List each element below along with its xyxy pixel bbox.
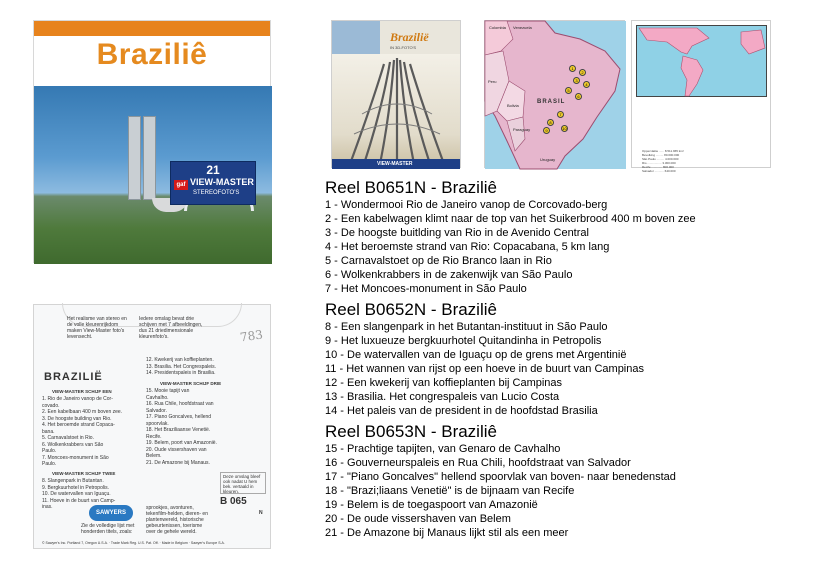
map-marker: 8 [547,119,554,126]
back-title: BRAZILIË [44,371,103,383]
list-item: 9. Bergkuurhotel in Petropolis. [42,484,109,491]
reel-block-1 [325,178,805,296]
front-cover [33,20,271,263]
reel-title: Reel B0651N - Braziliê [325,178,497,197]
map-marker: 3 [573,77,580,84]
cover-orange-band [34,21,270,36]
reel-item: 21 - De Amazone bij Manaus lijkt stil als een meer [325,527,569,539]
list-item: 12. Kwekerij van koffieplanten. [146,357,214,363]
cathedral-drawing [332,54,462,169]
list-item: 18. Het Braziliaanse Venetië. [146,427,211,433]
reel-item: 19 - Belem is de toegaspoort van Amazonië [325,499,538,511]
reel-item: 6 - Wolkenkrabbers in de zakenwijk van São Paulo [325,269,573,281]
list-item: 8. Slangenpark in Butantan. [42,478,104,484]
cover-title: Braziliê [96,38,208,71]
map-marker: 1 [569,65,576,72]
reel-item: 11 - Het wannen van rijst op een hoeve in de buurt van Campinas [325,363,644,375]
list-item: Cavhalho. [146,394,169,401]
stat-line: Rio ................. 3.300.000 [642,161,676,165]
world-map-box [636,25,767,97]
reel-item: 4 - Het beroemste strand van Rio: Copacabana, 5 km lang [325,241,610,253]
gaf-logo: gaf [174,180,188,190]
thumb-cover-photo [332,54,460,169]
reel-item: 13 - Brasilia. Het congrespaleis van Lucio Costa [325,391,560,403]
thumb-cover-title: Brazilië [390,30,429,44]
list-item: 1. Rio de Janeiro vanop de Cor- [42,396,113,402]
thumb-cover-subtitle: IN 3D-FOTO'S [390,45,417,50]
reel-item: 8 - Een slangenpark in het Butantan-instituut in São Paulo [325,321,608,333]
reel-item: 18 - "Brazi;liaans Venetië" is de bijnaam van Recife [325,485,575,497]
map-label: Bolivia [507,103,519,108]
map-label: Venezuela [513,25,532,30]
reel3-header: VIEW-MASTER SCHIJF DRIE [160,381,222,386]
map-land-drawing [485,21,626,169]
list-item: 13. Brasilia. Het Congrespaleis. [146,363,217,370]
list-item: Recife. [146,433,162,440]
map-label: Peru [488,79,497,84]
list-item: 21. De Amazone bij Manaus. [146,459,210,466]
reel-title: Reel B0653N - Braziliê [325,422,497,441]
reel-item: 20 - De oude vissershaven van Belem [325,513,511,525]
sawyers-logo: SAWYERS [89,505,133,521]
stat-line: Oppervlakte ...... 8.511.965 km² [642,149,684,153]
product-code: B 065 [220,496,247,507]
reel-item: 17 - "Piano Goncalves" hellend spoorvlak van boven- naar benedenstad [325,471,676,483]
reel-block-2 [325,300,805,418]
back-bottom-left-text: Zie de volledige lijst met honderden titels, zoals: [81,523,135,535]
list-item: 6. Wolkenkrabbers van São [42,441,104,448]
list-item: 5. Carnavalstoet in Rio. [42,435,94,441]
list-item: 11. Hoeve in de buurt van Camp- [42,497,116,504]
list-item: 10. De watervallen van Iguaçu. [42,491,111,497]
stat-line: Salvador ........... 640.000 [642,169,676,173]
thumb-cover-blue-block [332,21,380,54]
list-item: 16. Rua Chile, hoofdstraat van [146,401,214,407]
back-note-right: Iedere omslag bevat drie schijven met 7 afbeeldingen, dus 21 driedimensionale kleurenfoto's. [139,316,203,340]
map-marker: 2 [579,69,586,76]
reel-item: 14 - Het paleis van de president in de hoofdstad Brasilia [325,405,598,417]
col2-list [146,357,216,377]
map-label: Colombia [489,25,506,30]
badge-sub: STEREOFOTO'S [193,190,240,196]
reel-item: 10 - De watervallen van de Iguaçu op de grens met Argentinië [325,349,627,361]
list-item: 7. Moncoes-monument in São [42,454,109,461]
stat-line: São Paulo ......... 4.000.000 [642,157,679,161]
list-item: inas. [42,504,53,510]
list-item: 20. Oude vissershaven van [146,446,207,453]
reel-lists [325,178,805,544]
map-label: Paraguay [513,127,531,132]
list-item: Paulo. [42,448,57,454]
view-master-badge [170,161,256,205]
list-item: 2. Een kabelbaan 400 m boven zee. [42,409,123,415]
list-item: bana. [42,428,55,435]
reel-item: 12 - Een kwekerij van koffieplanten bij Campinas [325,377,563,389]
thumb-cover-strip: VIEW-MASTER [332,159,460,169]
congress-tower-left [128,116,141,200]
list-item: 17. Piano Goncalves, hellend [146,414,212,420]
list-item: covado. [42,402,60,409]
list-item: 15. Mooie tapijt van [146,388,190,394]
reel-item: 9 - Het luxueuze bergkuurhotel Quitandinha in Petropolis [325,335,602,347]
map-label: Uruguay [540,157,556,162]
handwritten-number: 783 [239,327,264,345]
map-marker: 4 [583,81,590,88]
back-cover [33,304,271,549]
reel-block-3 [325,422,805,540]
product-code-suffix: N [259,510,263,516]
badge-brand: VIEW-MASTER [190,177,254,187]
stat-line: Recife ............. 800.000 [642,165,674,169]
reel-item: 2 - Een kabelwagen klimt naar de top van het Suikerbrood 400 m boven zee [325,213,696,225]
country-stats [642,149,684,173]
list-item: Salvador. [146,407,167,414]
reel-item: 1 - Wondermooi Rio de Janeiro vanop de Corcovado-berg [325,199,608,211]
map-country-label: BRASIL [537,99,566,105]
map-marker: 5 [565,87,572,94]
reel-title: Reel B0652N - Braziliê [325,300,497,319]
list-item: 3. De hoogste building van Rio. [42,415,112,422]
reel1-list [42,396,122,468]
reel2-header: VIEW-MASTER SCHIJF TWEE [52,471,116,476]
reel1-header: VIEW-MASTER SCHIJF EEN [52,389,112,394]
map-marker: 10 [562,126,567,131]
reel-item: 3 - De hoogste buitlding van Rio in de Avenido Central [325,227,589,239]
reel3-list [146,388,217,466]
fine-print: © Sawyer's Inc. Portland 7, Oregon U.S.A. · Trade Mark Reg. U.S. Pat. Off. · Made in Belgium · Sawyer's Europe S.A. [42,541,225,545]
reel-item: 7 - Het Moncoes-monument in São Paulo [325,283,527,295]
map-marker: 7 [557,111,564,118]
box-note: Deze omslag bleef ook nadat U hem bek. vertaald in kleuren. [220,472,266,494]
list-item: spoorvlak. [146,420,169,427]
thumbnail-brazil-map [484,20,625,168]
back-note-left: Het realisme van stereo en de volle kleurenrijkdom maken View-Master foto's levensecht. [67,316,127,340]
list-item: 4. Het beroemde strand Copaca- [42,422,115,428]
thumbnail-cover [331,20,461,168]
list-item: 19. Belem, poort van Amazonië. [146,440,217,446]
reel-item: 5 - Carnavalstoet op de Rio Branco laan in Rio [325,255,552,267]
thumbnail-world-map [631,20,771,173]
list-item: Paulo. [42,461,57,467]
badge-number: 21 [206,163,220,177]
map-marker: 9 [543,127,550,134]
back-bottom-right-text: sprookjes, avonturen, tekenfilm-helden, dieren- en plantenwereld, historische gebeurtenissen, toerisme over de gehele wereld. [146,505,208,535]
congress-tower-right [143,116,156,200]
list-item: Belem. [146,453,162,459]
map-marker: 6 [575,93,582,100]
reel-item: 15 - Prachtige tapijten, van Genaro de Cavhalho [325,443,561,455]
reel-item: 16 - Gouverneurspaleis en Rua Chili, hoofdstraat van Salvador [325,457,631,469]
list-item: 14. Presidentspaleis in Brasilia. [146,370,216,376]
stat-line: Bevolking ......... 80.000.000 [642,153,680,157]
americas-drawing [637,26,768,98]
